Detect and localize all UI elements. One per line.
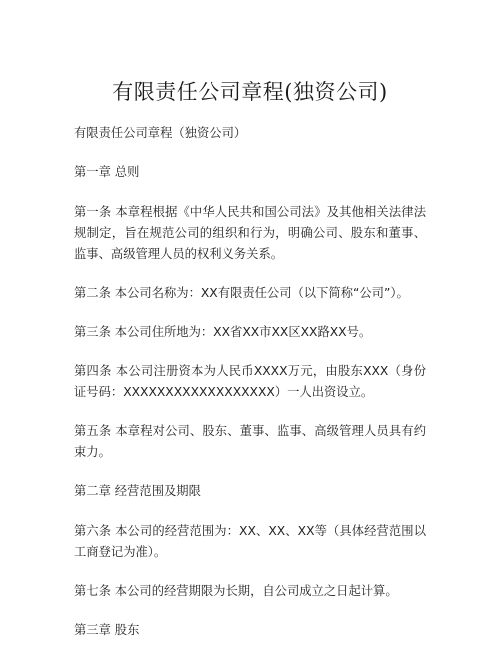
- article-3: 第三条 本公司住所地为：XX省XX市XX区XX路XX号。: [74, 325, 372, 339]
- chapter-2-heading: 第二章 经营范围及期限: [74, 484, 201, 498]
- article-2: 第二条 本公司名称为：XX有限责任公司（以下简称“公司”）。: [74, 286, 409, 300]
- document-body: [74, 123, 426, 641]
- article-1: 第一条 本章程根据《中华人民共和国公司法》及其他相关法律法规制定，旨在规范公司的组织和行为，明确公司、股东和董事、监事、高级管理人员的权利义务关系。: [74, 205, 426, 261]
- article-5: 第五条 本章程对公司、股东、董事、监事、高级管理人员具有约束力。: [74, 424, 426, 459]
- chapter-1-heading: 第一章 总则: [74, 165, 140, 179]
- document-subtitle: 有限责任公司章程（独资公司）: [74, 126, 247, 140]
- article-4: 第四条 本公司注册资本为人民币XXXX万元，由股东XXX（身份证号码：XXXXXXXXXXXXXXXXXX）一人出资设立。: [74, 364, 426, 399]
- article-6: 第六条 本公司的经营范围为：XX、XX、XX等（具体经营范围以工商登记为准）。: [74, 524, 426, 559]
- document-title: 有限责任公司章程(独资公司): [112, 80, 388, 104]
- chapter-3-heading: 第三章 股东: [74, 623, 140, 637]
- article-7: 第七条 本公司的经营期限为长期，自公司成立之日起计算。: [74, 584, 398, 598]
